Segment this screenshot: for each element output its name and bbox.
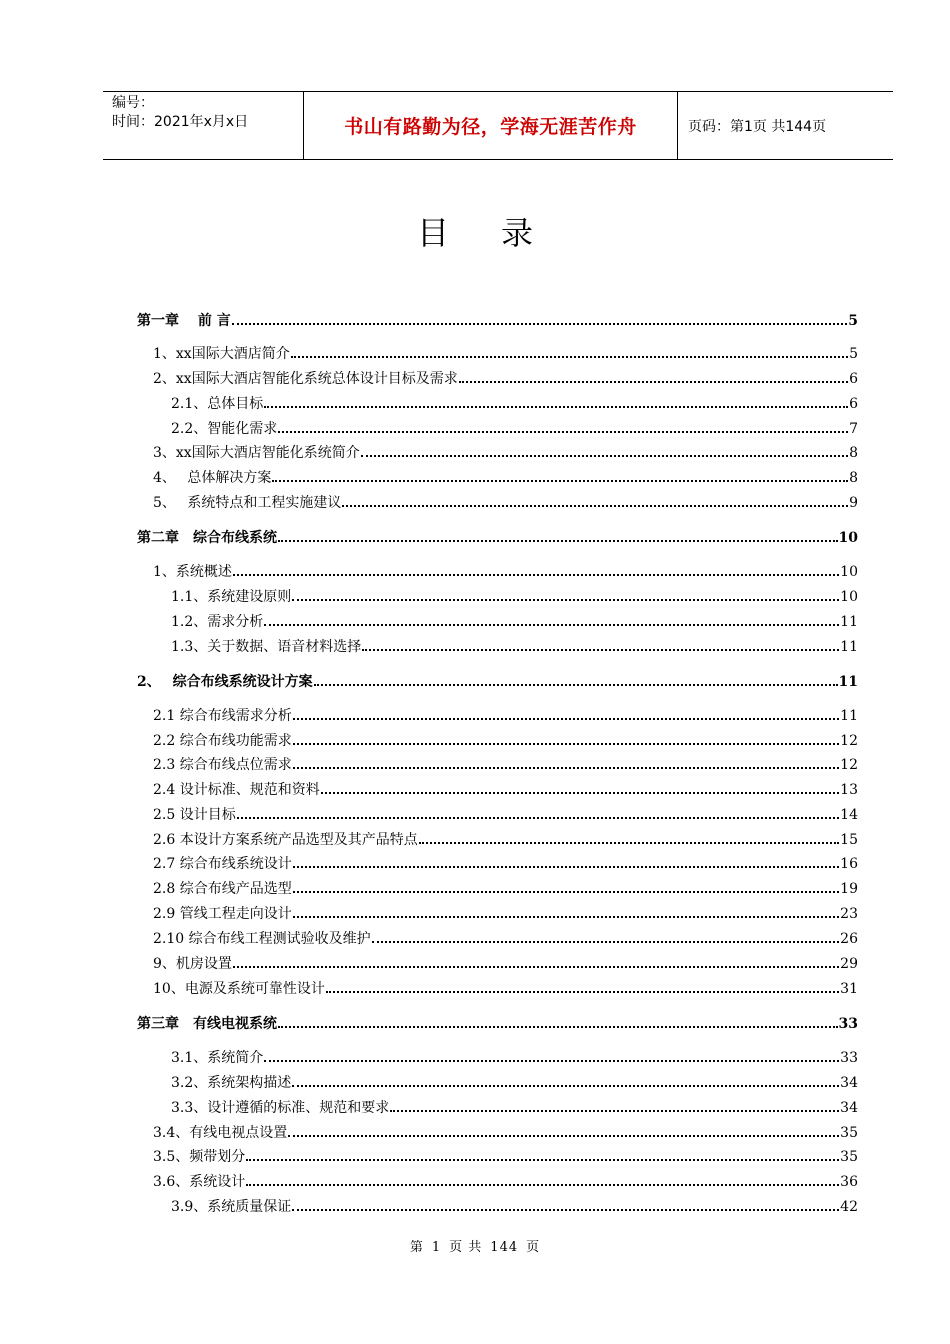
toc-entry-label: 3、xx国际大酒店智能化系统简介 bbox=[153, 445, 360, 461]
toc-entry[interactable] bbox=[153, 1170, 858, 1190]
toc-entry-label: 1、xx国际大酒店简介 bbox=[153, 346, 290, 362]
toc-dot-leader bbox=[246, 1170, 839, 1186]
toc-chapter-entry[interactable] bbox=[137, 670, 858, 690]
toc-entry-label: 5、 系统特点和工程实施建议 bbox=[153, 495, 342, 511]
toc-chapter-entry[interactable] bbox=[137, 309, 858, 329]
toc-entry-label: 2、 综合布线系统设计方案 bbox=[137, 674, 313, 690]
toc-entry-page: 35 bbox=[840, 1149, 858, 1165]
toc-entry[interactable] bbox=[171, 1195, 858, 1215]
toc-entry-page: 16 bbox=[840, 856, 858, 872]
toc-dot-leader bbox=[278, 417, 848, 433]
toc-entry-page: 29 bbox=[840, 956, 858, 972]
toc-dot-leader bbox=[321, 778, 839, 794]
toc-dot-leader bbox=[326, 977, 839, 993]
toc-entry[interactable] bbox=[153, 560, 858, 580]
toc-dot-leader bbox=[237, 803, 839, 819]
toc-dot-leader bbox=[278, 1012, 838, 1028]
toc-entry-page: 10 bbox=[840, 589, 858, 605]
toc-dot-leader bbox=[314, 670, 838, 686]
toc-entry-label: 3.4、有线电视点设置 bbox=[153, 1125, 288, 1141]
toc-dot-leader bbox=[361, 441, 848, 457]
toc-entry-label: 3.5、频带划分 bbox=[153, 1149, 246, 1165]
toc-chapter-entry[interactable] bbox=[137, 526, 858, 546]
toc-entry[interactable] bbox=[153, 729, 858, 749]
toc-entry-label: 第二章 综合布线系统 bbox=[137, 530, 277, 546]
toc-entry[interactable] bbox=[171, 635, 858, 655]
toc-dot-leader bbox=[293, 753, 839, 769]
toc-entry[interactable] bbox=[153, 852, 858, 872]
toc-entry-label: 2.8 综合布线产品选型 bbox=[153, 881, 292, 897]
toc-dot-leader bbox=[419, 828, 839, 844]
toc-entry-label: 2.1、总体目标 bbox=[171, 396, 264, 412]
toc-dot-leader bbox=[362, 635, 839, 651]
toc-entry[interactable] bbox=[153, 952, 858, 972]
toc-entry-page: 10 bbox=[838, 530, 858, 546]
toc-chapter-entry[interactable] bbox=[137, 1012, 858, 1032]
toc-entry[interactable] bbox=[153, 753, 858, 773]
header-meta bbox=[103, 92, 304, 159]
toc-entry-page: 26 bbox=[840, 931, 858, 947]
toc-entry-label: 2.7 综合布线系统设计 bbox=[153, 856, 292, 872]
toc-entry[interactable] bbox=[171, 585, 858, 605]
toc-dot-leader bbox=[233, 952, 839, 968]
page-header bbox=[103, 91, 893, 160]
header-motto: 书山有路勤为径，学海无涯苦作舟 bbox=[304, 92, 678, 159]
toc-entry-label: 2.2、智能化需求 bbox=[171, 421, 278, 437]
toc-entry-page: 14 bbox=[840, 807, 858, 823]
toc-entry-page: 5 bbox=[848, 313, 858, 329]
toc-dot-leader bbox=[264, 392, 848, 408]
toc-entry-page: 13 bbox=[840, 782, 858, 798]
toc-dot-leader bbox=[342, 491, 848, 507]
toc-entry-page: 35 bbox=[840, 1125, 858, 1141]
toc-entry[interactable] bbox=[153, 803, 858, 823]
toc-dot-leader bbox=[232, 309, 848, 325]
toc-entry-page: 8 bbox=[849, 470, 858, 486]
toc-entry[interactable] bbox=[153, 1121, 858, 1141]
toc-entry-page: 33 bbox=[840, 1050, 858, 1066]
toc-entry-label: 1.3、关于数据、语音材料选择 bbox=[171, 639, 362, 655]
toc-entry[interactable] bbox=[171, 1096, 858, 1116]
toc-entry-page: 9 bbox=[849, 495, 858, 511]
toc-entry-label: 第一章 前 言 bbox=[137, 313, 231, 329]
toc-entry-page: 5 bbox=[849, 346, 858, 362]
toc-entry[interactable] bbox=[153, 441, 858, 461]
toc-entry-label: 1.1、系统建设原则 bbox=[171, 589, 292, 605]
toc-dot-leader bbox=[293, 729, 839, 745]
toc-dot-leader bbox=[293, 902, 839, 918]
toc-entry-label: 第三章 有线电视系统 bbox=[137, 1016, 277, 1032]
toc-entry-label: 10、电源及系统可靠性设计 bbox=[153, 981, 325, 997]
toc-entry-label: 2、xx国际大酒店智能化系统总体设计目标及需求 bbox=[153, 371, 458, 387]
toc-entry-page: 11 bbox=[840, 614, 858, 630]
toc-entry-label: 3.6、系统设计 bbox=[153, 1174, 246, 1190]
footer-current-page: 1 bbox=[431, 1240, 442, 1255]
toc-entry-page: 33 bbox=[838, 1016, 858, 1032]
toc-entry-page: 15 bbox=[840, 832, 858, 848]
toc-entry-page: 23 bbox=[840, 906, 858, 922]
toc-entry-label: 3.3、设计遵循的标准、规范和要求 bbox=[171, 1100, 390, 1116]
toc-entry[interactable] bbox=[171, 1046, 858, 1066]
toc-entry-page: 19 bbox=[840, 881, 858, 897]
header-page-info: 页码：第1页 共144页 bbox=[688, 118, 827, 135]
toc-dot-leader bbox=[293, 704, 839, 720]
toc-entry-page: 12 bbox=[840, 757, 858, 773]
toc-entry-page: 11 bbox=[840, 639, 858, 655]
toc-entry-label: 2.9 管线工程走向设计 bbox=[153, 906, 292, 922]
toc-dot-leader bbox=[292, 1195, 839, 1211]
toc-entry[interactable] bbox=[171, 417, 858, 437]
toc-dot-leader bbox=[233, 560, 839, 576]
toc-entry-label: 3.2、系统架构描述 bbox=[171, 1075, 292, 1091]
toc-dot-leader bbox=[390, 1096, 839, 1112]
toc-dot-leader bbox=[291, 342, 848, 358]
toc-entry-label: 2.3 综合布线点位需求 bbox=[153, 757, 292, 773]
toc-entry-page: 31 bbox=[840, 981, 858, 997]
toc-entry-label: 3.9、系统质量保证 bbox=[171, 1199, 292, 1215]
toc-entry[interactable] bbox=[153, 704, 858, 724]
toc-dot-leader bbox=[292, 1071, 839, 1087]
toc-dot-leader bbox=[293, 852, 839, 868]
toc-entry-page: 36 bbox=[840, 1174, 858, 1190]
toc-dot-leader bbox=[264, 610, 839, 626]
toc-entry[interactable] bbox=[153, 977, 858, 997]
toc-entry[interactable] bbox=[153, 828, 858, 848]
toc-entry[interactable] bbox=[153, 778, 858, 798]
footer-middle: 页 共 bbox=[449, 1240, 483, 1255]
toc-entry-label: 2.4 设计标准、规范和资料 bbox=[153, 782, 320, 798]
toc-entry-page: 8 bbox=[849, 445, 858, 461]
toc-entry[interactable] bbox=[153, 342, 858, 362]
toc-entry-page: 10 bbox=[840, 564, 858, 580]
toc-entry-page: 11 bbox=[838, 674, 858, 690]
toc-entry-page: 34 bbox=[840, 1100, 858, 1116]
toc-entry[interactable] bbox=[153, 877, 858, 897]
toc-entry-label: 2.1 综合布线需求分析 bbox=[153, 708, 292, 724]
document-time: 时间：2021年x月x日 bbox=[112, 114, 249, 130]
toc-entry[interactable] bbox=[171, 392, 858, 412]
toc-entry[interactable] bbox=[153, 367, 858, 387]
toc-entry-label: 2.10 综合布线工程测试验收及维护 bbox=[153, 931, 371, 947]
toc-dot-leader bbox=[246, 1145, 839, 1161]
toc-dot-leader bbox=[293, 877, 839, 893]
toc-entry[interactable] bbox=[153, 491, 858, 511]
document-number-label: 编号： bbox=[112, 95, 154, 111]
toc-entry[interactable] bbox=[153, 927, 858, 947]
toc-entry-page: 6 bbox=[849, 396, 858, 412]
toc-entry-label: 2.5 设计目标 bbox=[153, 807, 236, 823]
toc-dot-leader bbox=[292, 585, 839, 601]
toc-entry-label: 1、系统概述 bbox=[153, 564, 232, 580]
toc-entry[interactable] bbox=[153, 466, 858, 486]
toc-entry-label: 1.2、需求分析 bbox=[171, 614, 264, 630]
footer-suffix: 页 bbox=[526, 1240, 541, 1255]
toc-entry-label: 2.6 本设计方案系统产品选型及其产品特点 bbox=[153, 832, 418, 848]
toc-entry-label: 4、 总体解决方案 bbox=[153, 470, 272, 486]
toc-dot-leader bbox=[372, 927, 840, 943]
toc-entry-page: 7 bbox=[849, 421, 858, 437]
toc-entry-page: 42 bbox=[840, 1199, 858, 1215]
toc-entry[interactable] bbox=[153, 1145, 858, 1165]
toc-entry-page: 12 bbox=[840, 733, 858, 749]
toc-entry[interactable] bbox=[153, 902, 858, 922]
toc-dot-leader bbox=[288, 1121, 839, 1137]
toc-dot-leader bbox=[278, 526, 838, 542]
toc-entry[interactable] bbox=[171, 1071, 858, 1091]
toc-entry[interactable] bbox=[171, 610, 858, 630]
toc-entry-label: 3.1、系统简介 bbox=[171, 1050, 264, 1066]
toc-dot-leader bbox=[459, 367, 848, 383]
toc-entry-label: 9、机房设置 bbox=[153, 956, 232, 972]
page-footer bbox=[0, 1236, 950, 1255]
footer-total-pages: 144 bbox=[490, 1240, 519, 1255]
page-title: 目录 bbox=[416, 214, 585, 252]
toc-entry-label: 2.2 综合布线功能需求 bbox=[153, 733, 292, 749]
footer-prefix: 第 bbox=[409, 1240, 424, 1255]
toc-entry-page: 6 bbox=[849, 371, 858, 387]
toc-dot-leader bbox=[272, 466, 848, 482]
toc-entry-page: 11 bbox=[840, 708, 858, 724]
toc-entry-page: 34 bbox=[840, 1075, 858, 1091]
toc-dot-leader bbox=[264, 1046, 839, 1062]
